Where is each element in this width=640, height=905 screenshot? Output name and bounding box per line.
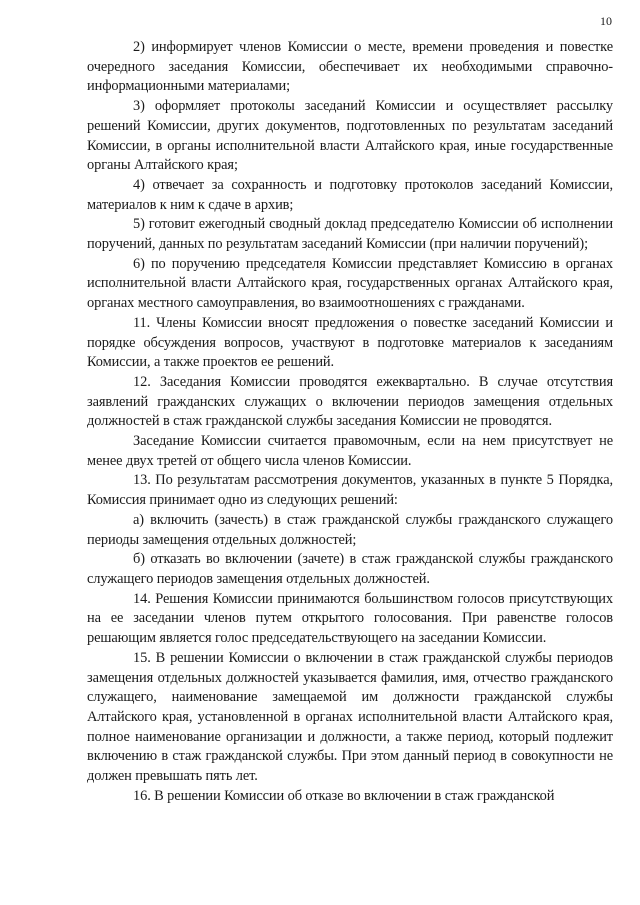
paragraph-item-4: 4) отвечает за сохранность и подготовку протоколов заседаний Комиссии, материалов к ним к сдаче в архив; bbox=[87, 176, 613, 213]
paragraph-clause-13: 13. По результатам рассмотрения документов, указанных в пункте 5 Порядка, Комиссия принимает одно из следующих решений: bbox=[87, 472, 613, 509]
paragraph-item-3: 3) оформляет протоколы заседаний Комиссии и осуществляет рассылку решений Комиссии, других документов, подготовленных по результатам заседаний Комиссии, в органы исполнительной власти Алтайского края, иные государственные органы Алтайского края; bbox=[87, 98, 613, 174]
paragraph-quorum: Заседание Комиссии считается правомочным, если на нем присутствует не менее двух третей от общего числа членов Комиссии. bbox=[87, 433, 613, 469]
paragraph-clause-14: 14. Решения Комиссии принимаются большинством голосов присутствующих на ее заседании членов путем открытого голосования. При равенстве голосов решающим является голос председательствующего на заседании Комиссии. bbox=[87, 590, 613, 647]
paragraph-clause-15: 15. В решении Комиссии о включении в стаж гражданской службы периодов замещения отдельных должностей указывается фамилия, имя, отчество гражданского служащего, наименование замещаемой им должности гражданской службы Алтайского края, установленной в органах исполнительной власти Алтайского края, полное наименование организации и должности, а также период, который подлежит включению в стаж гражданской службы. При этом данный период в совокупности не должен превышать пять лет. bbox=[87, 649, 613, 785]
paragraph-clause-16: 16. В решении Комиссии об отказе во включении в стаж гражданской bbox=[133, 787, 555, 804]
paragraph-item-6: 6) по поручению председателя Комиссии представляет Комиссию в органах исполнительной власти Алтайского края, государственных органах Алтайского края, органах местного самоуправления, во взаимоотношениях с гражданами. bbox=[87, 255, 613, 312]
page-number: 10 bbox=[600, 14, 612, 28]
document-body bbox=[87, 38, 613, 806]
paragraph-option-b: б) отказать во включении (зачете) в стаж гражданской службы гражданского служащего периодов замещения отдельных должностей. bbox=[87, 551, 613, 587]
paragraph-item-5: 5) готовит ежегодный сводный доклад председателю Комиссии об исполнении поручений, данных по результатам заседаний Комиссии (при наличии поручений); bbox=[87, 216, 613, 253]
paragraph-clause-11: 11. Члены Комиссии вносят предложения о повестке заседаний Комиссии и порядке обсуждения вопросов, участвуют в подготовке материалов к заседаниям Комиссии, а также проектов ее решений. bbox=[87, 314, 613, 371]
paragraph-clause-12: 12. Заседания Комиссии проводятся ежеквартально. В случае отсутствия заявлений гражданских служащих о включении периодов замещения отдельных должностей в стаж гражданской службы заседания Комиссии не проводятся. bbox=[87, 373, 613, 430]
paragraph-option-a: а) включить (зачесть) в стаж гражданской службы гражданского служащего периоды замещения отдельных должностей; bbox=[87, 511, 613, 548]
paragraph-item-2: 2) информирует членов Комиссии о месте, времени проведения и повестке очередного заседания Комиссии, обеспечивает их необходимыми справочно-информационными материалами; bbox=[87, 39, 613, 95]
